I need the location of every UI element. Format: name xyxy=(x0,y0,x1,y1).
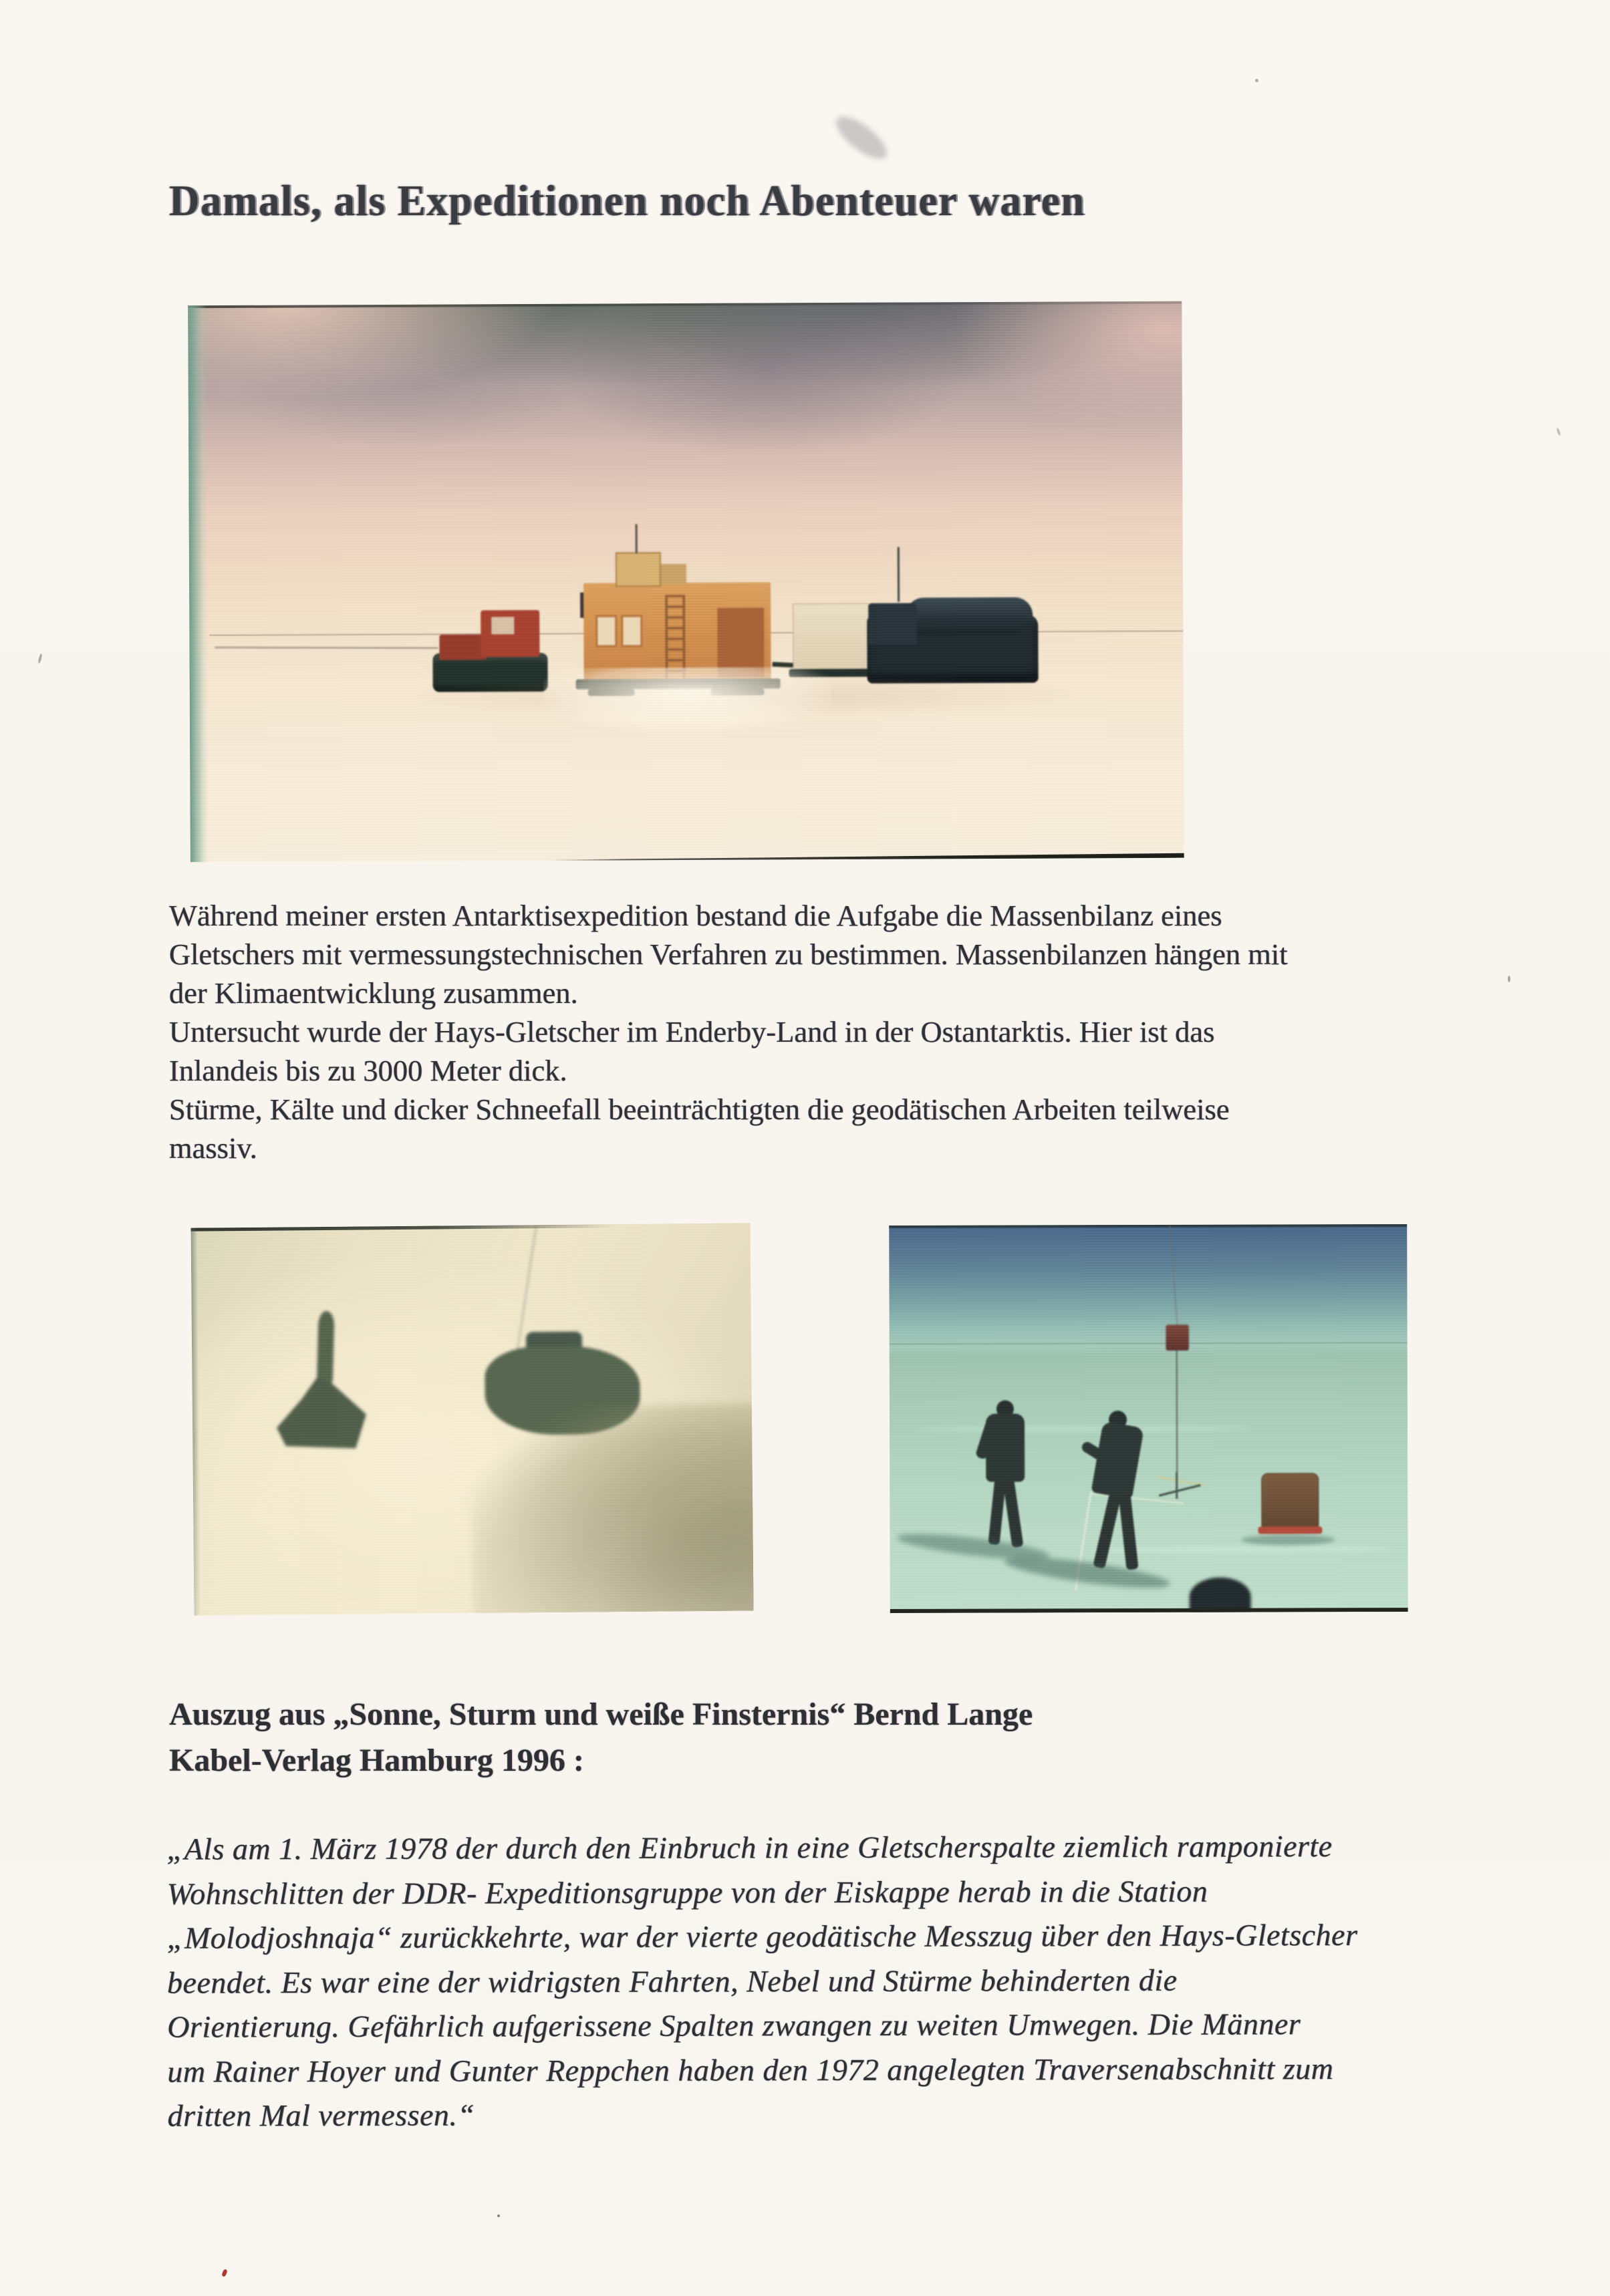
quote-line: „Als am 1. März 1978 der durch den Einbruch in eine Gletscherspalte ziemlich ramponierte xyxy=(166,1829,1333,1866)
sled-shadow xyxy=(1241,1534,1335,1545)
figure-leg xyxy=(1002,1479,1023,1548)
book-quote-paragraph xyxy=(166,1824,1504,2138)
source-line: Kabel-Verlag Hamburg 1996 : xyxy=(169,1743,584,1778)
tow-cable xyxy=(215,647,438,649)
dust-speck xyxy=(1508,976,1510,982)
roof-structure xyxy=(661,564,686,584)
supply-sled xyxy=(1261,1473,1319,1540)
photo-tractor-convoy xyxy=(188,301,1184,862)
source-line: Auszug aus „Sonne, Sturm und weiße Finsternis“ Bernd Lange xyxy=(169,1697,1033,1732)
antenna xyxy=(636,524,638,553)
sled-box xyxy=(1261,1473,1319,1528)
page-title: Damals, als Expeditionen noch Abenteuer waren xyxy=(169,176,1085,225)
photo-surveyors-on-ice xyxy=(889,1224,1408,1613)
quote-line: dritten Mal vermessen.“ xyxy=(167,2098,475,2133)
survey-marker-sign xyxy=(1166,1325,1189,1350)
quote-line: um Rainer Hoyer und Gunter Reppchen haben den 1972 angelegten Traversenabschnitt zum xyxy=(167,2051,1334,2089)
roof-structure xyxy=(616,552,661,587)
text-line: Untersucht wurde der Hays-Gletscher im Enderby-Land in der Ostantarktis. Hier ist das xyxy=(169,1015,1215,1048)
pencil-smudge xyxy=(830,109,894,166)
marker-pole xyxy=(1176,1350,1178,1484)
text-line: der Klimaentwicklung zusammen. xyxy=(169,976,578,1010)
dust-speck xyxy=(497,2214,500,2217)
fuel-tank xyxy=(906,597,1033,634)
tractor-window xyxy=(491,617,514,634)
tractor-engine-hood xyxy=(439,634,486,660)
intro-paragraph xyxy=(169,896,1499,1167)
dust-speck xyxy=(1255,79,1258,82)
source-heading xyxy=(169,1691,1372,1783)
instrument-base-silhouette xyxy=(276,1377,366,1449)
surveyor-scene-group xyxy=(889,1224,1408,1613)
ground-frame xyxy=(1176,1472,1178,1499)
photo-snowstorm-equipment xyxy=(190,1223,753,1615)
sled-runner xyxy=(1258,1526,1322,1534)
text-line: massiv. xyxy=(169,1131,257,1165)
vehicle-mast xyxy=(898,547,900,602)
quote-line: „Molodjoshnaja“ zurückkehrte, war der vierte geodätische Messzug über den Hays-Gletscher xyxy=(166,1917,1358,1955)
quote-line: beendet. Es war eine der widrigsten Fahrten, Nebel und Stürme behinderten die xyxy=(166,1963,1178,2000)
snow-spray xyxy=(544,667,831,732)
caravan-window xyxy=(595,615,617,647)
cargo-box-sled xyxy=(793,603,869,670)
text-line: Stürme, Kälte und dicker Schneefall beeinträchtigten die geodätischen Arbeiten teilweise xyxy=(169,1093,1230,1126)
caravan-window xyxy=(621,615,642,647)
quote-line: Wohnschlitten der DDR- Expeditionsgruppe von der Eiskappe herab in die Station xyxy=(166,1874,1208,1911)
figure-leg xyxy=(1093,1493,1121,1569)
dust-speck xyxy=(221,2269,228,2277)
quote-line: Orientierung. Gefährlich aufgerissene Spalten zwangen zu weiten Umwegen. Die Männer xyxy=(167,2007,1301,2044)
tracked-vehicle-cab xyxy=(868,603,916,644)
text-line: Inlandeis bis zu 3000 Meter dick. xyxy=(169,1054,567,1087)
dust-speck xyxy=(37,654,43,664)
figure-leg xyxy=(1118,1491,1138,1570)
photo-edge-line xyxy=(890,1608,1408,1613)
blowing-snow-mist xyxy=(192,1436,753,1615)
text-line: Während meiner ersten Antarktisexpedition bestand die Aufgabe die Massenbilanz eines xyxy=(169,899,1222,932)
antenna-wire xyxy=(1170,1225,1178,1326)
dust-speck xyxy=(1556,428,1561,436)
tractor-convoy-group xyxy=(188,301,1184,862)
text-line: Gletschers mit vermessungstechnischen Verfahren zu bestimmen. Massenbilanzen hängen mit xyxy=(169,938,1288,971)
